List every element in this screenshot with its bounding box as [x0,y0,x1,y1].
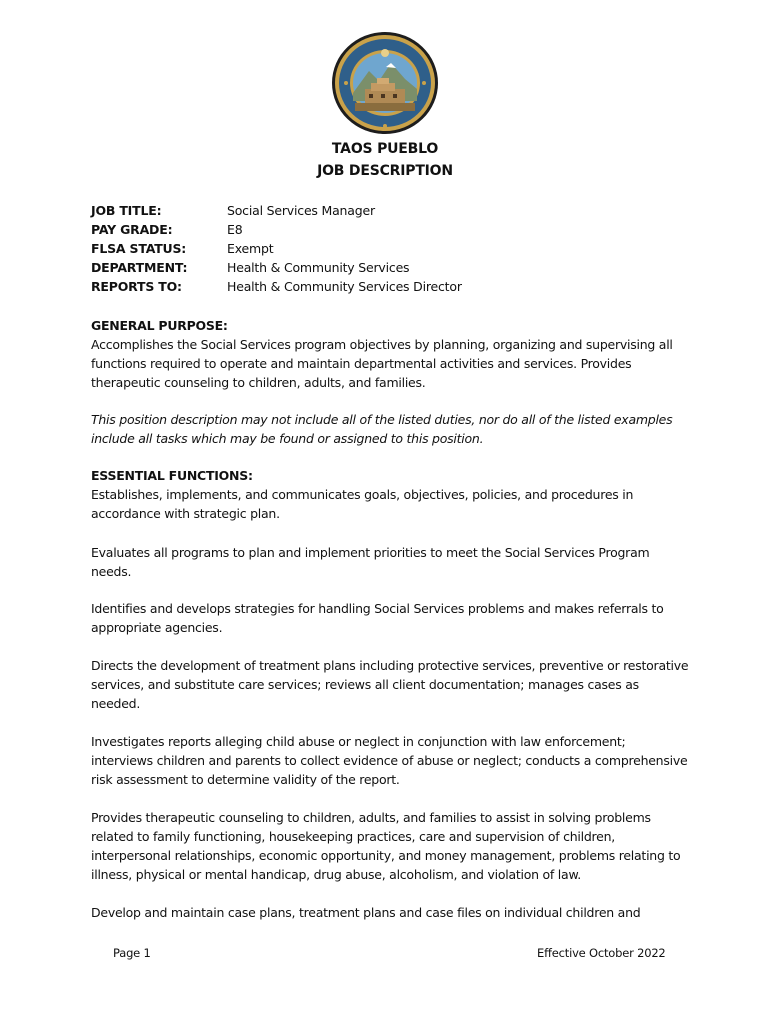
reports-to-label: REPORTS TO: [91,279,182,294]
pay-grade-value: E8 [227,222,243,237]
general-purpose-heading: GENERAL PURPOSE: [91,318,228,333]
job-title-value: Social Services Manager [227,203,375,218]
flsa-status-value: Exempt [227,241,274,256]
flsa-status-label: FLSA STATUS: [91,241,187,256]
department-label: DEPARTMENT: [91,260,188,275]
essential-functions-heading: ESSENTIAL FUNCTIONS: [91,468,253,483]
essential-function-item: Evaluates all programs to plan and implement priorities to meet the Social Services Program needs. [91,545,650,579]
seal-graphic [331,31,439,135]
essential-functions-section [91,466,691,523]
reports-to-value: Health & Community Services Director [227,279,462,294]
taos-pueblo-seal-logo [331,31,439,135]
general-purpose-section [91,316,691,392]
essential-function-item: Investigates reports alleging child abuse or neglect in conjunction with law enforcement; interviews children and parents to collect evidence of abuse or neglect; conducts a comprehensive risk assessment to determine validity of the report. [91,734,688,787]
essential-function-item: Directs the development of treatment plans including protective services, preventive or restorative services, and substitute care services; reviews all client documentation; manages cases as needed. [91,658,689,711]
organization-title: TAOS PUEBLO [331,141,439,157]
job-title-label: JOB TITLE: [91,203,162,218]
effective-date: Effective October 2022 [537,946,666,960]
essential-function-item: Establishes, implements, and communicates goals, objectives, policies, and procedures in accordance with strategic plan. [91,487,634,521]
essential-function-item: Provides therapeutic counseling to children, adults, and families to assist in solving problems related to family functioning, housekeeping practices, care and supervision of children, interpersonal relationships, economic opportunity, and money management, problems relating to illness, physical or mental handicap, drug abuse, alcoholism, and violation of law. [91,810,681,882]
document-title: JOB DESCRIPTION [317,163,453,179]
disclaimer-text: This position description may not include all of the listed duties, nor do all of the listed examples include all tasks which may be found or assigned to this position. [91,412,673,446]
page-number: Page 1 [113,946,151,960]
general-purpose-text: Accomplishes the Social Services program objectives by planning, organizing and supervising all functions required to operate and maintain departmental activities and services. Provides therapeutic counseling to children, adults, and families. [91,337,673,390]
essential-function-item: Identifies and develops strategies for handling Social Services problems and makes referrals to appropriate agencies. [91,601,664,635]
pay-grade-label: PAY GRADE: [91,222,173,237]
essential-function-item: Develop and maintain case plans, treatment plans and case files on individual children and [91,905,641,920]
department-value: Health & Community Services [227,260,410,275]
